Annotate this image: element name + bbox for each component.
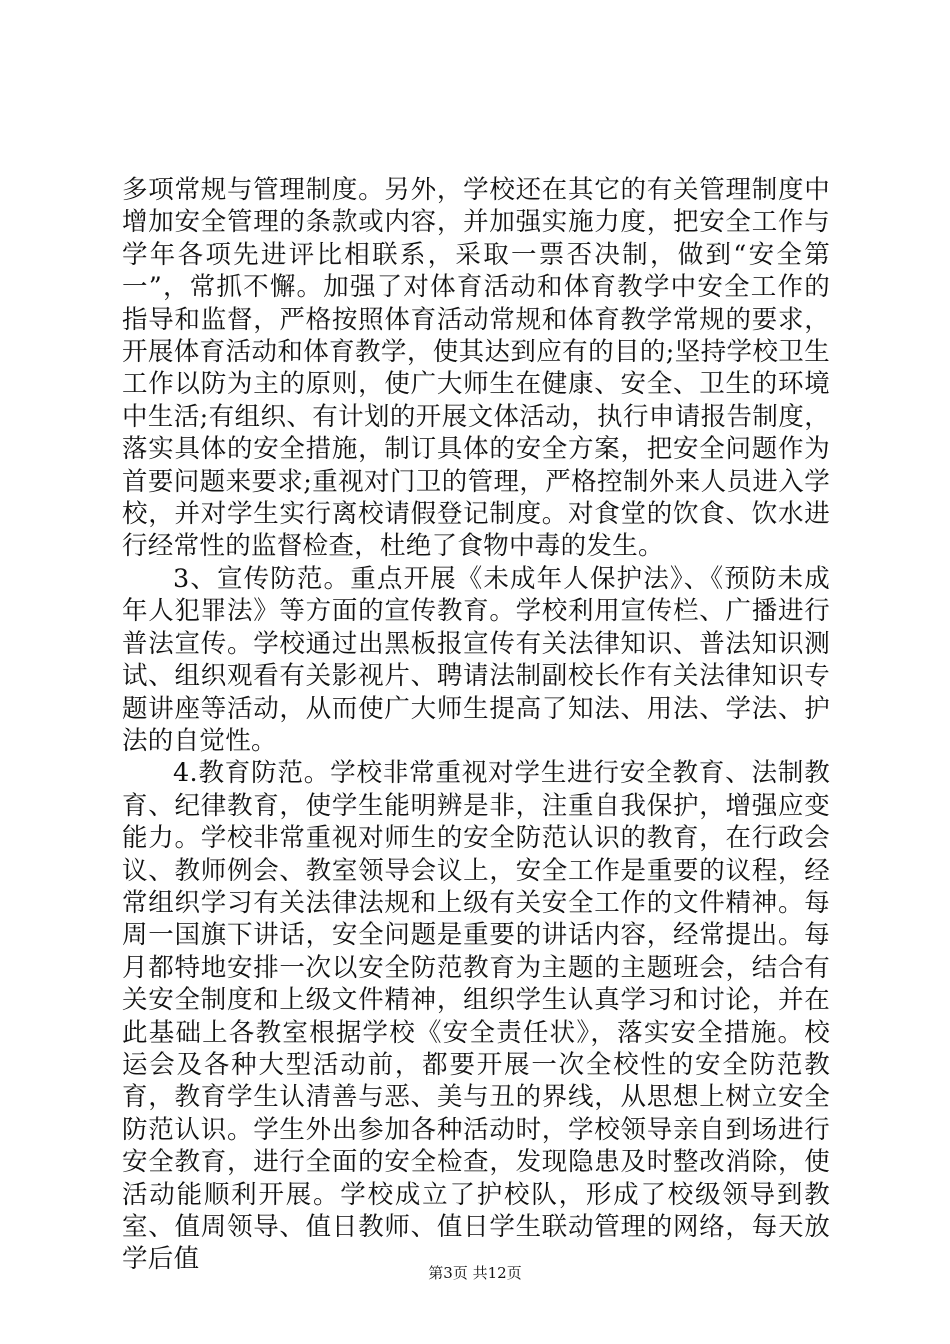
document-body xyxy=(122,174,830,1276)
paragraph-2: 3、宣传防范。重点开展《未成年人保护法》、《预防未成年人犯罪法》等方面的宣传教育。学校利用宣传栏、广播进行普法宣传。学校通过出黑板报宣传有关法律知识、普法知识测试、组织观看有关影视片、聘请法制副校长作有关法律知识专题讲座等活动，从而使广大师生提高了知法、用法、学法、护法的自觉性。 xyxy=(122,563,830,756)
page-number-footer: 第3页 共12页 xyxy=(428,1264,522,1282)
paragraph-1: 多项常规与管理制度。另外，学校还在其它的有关管理制度中增加安全管理的条款或内容，并加强实施力度，把安全工作与学年各项先进评比相联系，采取一票否决制，做到“安全第一”，常抓不懈。加强了对体育活动和体育教学中安全工作的指导和监督，严格按照体育活动常规和体育教学常规的要求，开展体育活动和体育教学，使其达到应有的目的;坚持学校卫生工作以防为主的原则，使广大师生在健康、安全、卫生的环境中生活;有组织、有计划的开展文体活动，执行申请报告制度，落实具体的安全措施，制订具体的安全方案，把安全问题作为首要问题来要求;重视对门卫的管理，严格控制外来人员进入学校，并对学生实行离校请假登记制度。对食堂的饮食、饮水进行经常性的监督检查，杜绝了食物中毒的发生。 xyxy=(122,175,830,562)
paragraph-3: 4.教育防范。学校非常重视对学生进行安全教育、法制教育、纪律教育，使学生能明辨是非，注重自我保护，增强应变能力。学校非常重视对师生的安全防范认识的教育，在行政会议、教师例会、教室领导会议上，安全工作是重要的议程，经常组织学习有关法律法规和上级有关安全工作的文件精神。每周一国旗下讲话，安全问题是重要的讲话内容，经常提出。每月都特地安排一次以安全防范教育为主题的主题班会，结合有关安全制度和上级文件精神，组织学生认真学习和讨论，并在此基础上各教室根据学校《安全责任状》，落实安全措施。校运会及各种大型活动前，都要开展一次全校性的安全防范教育，教育学生认清善与恶、美与丑的界线，从思想上树立安全防范认识。学生外出参加各种活动时，学校领导亲自到场进行安全教育，进行全面的安全检查，发现隐患及时整改消除，使活动能顺利开展。学校成立了护校队，形成了校级领导到教室、值周领导、值日教师、值日学生联动管理的网络，每天放学后值 xyxy=(122,758,830,1275)
